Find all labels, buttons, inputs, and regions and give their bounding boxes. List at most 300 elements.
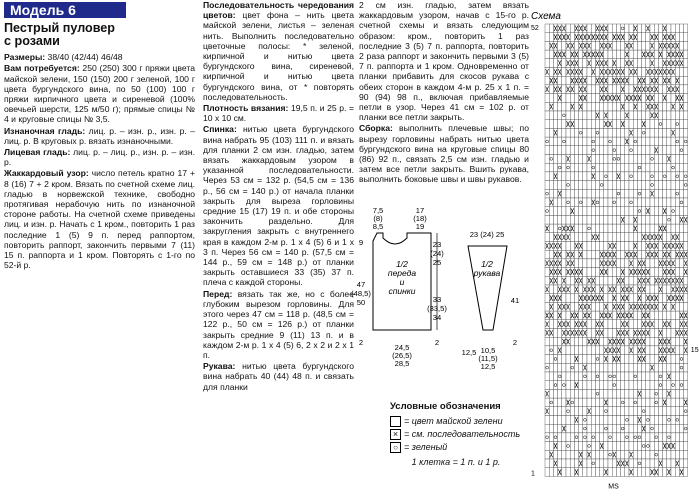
chart-cell xyxy=(629,120,633,129)
chart-cell xyxy=(549,424,553,433)
chart-cell xyxy=(579,207,583,216)
chart-cell xyxy=(595,94,599,103)
model-badge: Модель 6 xyxy=(4,2,126,18)
chart-cell xyxy=(650,120,654,129)
chart-cell xyxy=(545,76,549,85)
chart-cell xyxy=(583,155,587,164)
chart-cell xyxy=(583,381,587,390)
chart-cell xyxy=(587,424,591,433)
chart-cell xyxy=(629,207,633,216)
row-label-top: 52 xyxy=(531,25,539,32)
chart-cell xyxy=(679,233,683,242)
chart-cell xyxy=(566,450,570,459)
chart-cell xyxy=(667,207,671,216)
chart-cell xyxy=(684,433,688,442)
chart-cell xyxy=(583,224,587,233)
chart-cell xyxy=(646,372,650,381)
chart-cell xyxy=(545,111,549,120)
chart-cell xyxy=(629,137,633,146)
chart-cell xyxy=(583,59,587,68)
chart-cell xyxy=(583,111,587,120)
chart-cell xyxy=(549,128,553,137)
chart-cell xyxy=(570,146,574,155)
chart-cell xyxy=(604,442,608,451)
chart-cell xyxy=(675,355,679,364)
chart-cell xyxy=(558,442,562,451)
dim-body-right1: (24) xyxy=(430,249,444,258)
dim-sleeve-side: 12,5 xyxy=(461,348,477,357)
chart-cell xyxy=(570,233,574,242)
pattern-drawings xyxy=(351,205,527,375)
chart-cell xyxy=(604,146,608,155)
chart-cell xyxy=(553,407,557,416)
chart-cell xyxy=(579,372,583,381)
chart-cell xyxy=(604,50,608,59)
chart-cell xyxy=(654,207,658,216)
chart-cell xyxy=(684,24,688,33)
body-label: переда xyxy=(387,268,417,278)
chart-cell xyxy=(604,294,608,303)
chart-cell xyxy=(671,250,675,259)
chart-cell xyxy=(545,33,549,42)
chart-cell xyxy=(684,59,688,68)
chart-cell xyxy=(679,372,683,381)
sleeve-label: 1/2 xyxy=(481,259,493,269)
chart-cell xyxy=(595,189,599,198)
chart-cell xyxy=(650,224,654,233)
chart-cell xyxy=(553,398,557,407)
chart-cell xyxy=(667,407,671,416)
chart-cell xyxy=(612,407,616,416)
chart-cell xyxy=(558,41,562,50)
chart-cell xyxy=(642,24,646,33)
chart-cell xyxy=(684,102,688,111)
chart-cell xyxy=(679,24,683,33)
chart-cell xyxy=(663,137,667,146)
chart-cell xyxy=(608,329,612,338)
chart-cell xyxy=(671,407,675,416)
chart-cell xyxy=(566,215,570,224)
dim-sleeve-hem: 2 xyxy=(512,338,518,347)
chart-cell xyxy=(621,224,625,233)
row-label-bottom: 1 xyxy=(531,470,535,478)
chart-cell xyxy=(621,346,625,355)
chart-cell xyxy=(591,215,595,224)
chart-cell xyxy=(587,389,591,398)
chart-cell xyxy=(629,381,633,390)
chart-cell xyxy=(684,242,688,251)
chart-cell xyxy=(600,363,604,372)
chart-cell xyxy=(650,311,654,320)
chart-cell xyxy=(591,389,595,398)
chart-cell xyxy=(621,372,625,381)
chart-cell xyxy=(553,389,557,398)
chart-cell xyxy=(604,381,608,390)
chart-cell xyxy=(595,268,599,277)
chart-cell xyxy=(566,424,570,433)
chart-cell xyxy=(600,120,604,129)
chart-cell xyxy=(658,85,662,94)
chart-cell xyxy=(558,363,562,372)
chart-cell xyxy=(650,207,654,216)
chart-cell xyxy=(562,181,566,190)
chart-cell xyxy=(545,355,549,364)
chart-cell xyxy=(595,137,599,146)
chart-cell xyxy=(658,242,662,251)
chart-cell xyxy=(667,189,671,198)
chart-cell xyxy=(616,215,620,224)
chart-cell xyxy=(570,433,574,442)
chart-cell xyxy=(625,146,629,155)
chart-cell xyxy=(679,68,683,77)
chart-cell xyxy=(595,276,599,285)
chart-cell xyxy=(616,468,620,477)
chart-cell xyxy=(595,155,599,164)
dim-sleeve-bottom: 10,5 xyxy=(480,346,496,355)
chart-cell xyxy=(562,146,566,155)
chart-cell xyxy=(562,172,566,181)
chart-cell xyxy=(574,459,578,468)
chart-cell xyxy=(600,198,604,207)
chart-cell xyxy=(625,85,629,94)
chart-cell xyxy=(595,459,599,468)
chart-cell xyxy=(642,224,646,233)
chart-cell xyxy=(579,424,583,433)
chart-cell xyxy=(621,111,625,120)
chart-cell xyxy=(642,250,646,259)
chart-cell xyxy=(558,329,562,338)
chart-cell xyxy=(600,416,604,425)
chart-cell xyxy=(658,137,662,146)
chart-cell xyxy=(637,372,641,381)
chart-cell xyxy=(553,363,557,372)
chart-cell xyxy=(574,442,578,451)
chart-cell xyxy=(633,120,637,129)
chart-cell xyxy=(671,372,675,381)
chart-cell xyxy=(658,33,662,42)
chart-cell xyxy=(558,398,562,407)
chart-cell xyxy=(654,424,658,433)
chart-cell xyxy=(642,111,646,120)
chart-cell xyxy=(654,137,658,146)
chart-cell xyxy=(587,181,591,190)
chart-cell xyxy=(667,381,671,390)
chart-cell xyxy=(637,172,641,181)
chart-cell xyxy=(587,459,591,468)
chart-cell xyxy=(562,416,566,425)
chart-cell xyxy=(658,94,662,103)
chart-cell xyxy=(633,155,637,164)
chart-cell xyxy=(600,128,604,137)
chart-cell xyxy=(658,320,662,329)
chart-cell xyxy=(629,111,633,120)
chart-cell xyxy=(646,398,650,407)
chart-cell xyxy=(637,128,641,137)
chart-cell xyxy=(570,416,574,425)
sleeve-label: рукава xyxy=(473,268,501,278)
chart-cell xyxy=(587,355,591,364)
chart-cell xyxy=(675,181,679,190)
chart-cell xyxy=(621,233,625,242)
chart-cell xyxy=(604,363,608,372)
chart-cell xyxy=(570,302,574,311)
chart-cell xyxy=(587,398,591,407)
chart-cell xyxy=(663,433,667,442)
chart-cell xyxy=(616,146,620,155)
chart-cell xyxy=(679,128,683,137)
chart-cell xyxy=(562,207,566,216)
chart-cell xyxy=(633,381,637,390)
chart-cell xyxy=(600,407,604,416)
chart-cell xyxy=(633,172,637,181)
chart-cell xyxy=(558,337,562,346)
chart-cell xyxy=(667,198,671,207)
chart-cell xyxy=(654,268,658,277)
chart-cell xyxy=(679,189,683,198)
chart-cell xyxy=(629,215,633,224)
chart-cell xyxy=(663,163,667,172)
chart-cell xyxy=(566,346,570,355)
chart-cell xyxy=(633,163,637,172)
chart-cell xyxy=(663,381,667,390)
chart-cell xyxy=(654,198,658,207)
chart-cell xyxy=(570,137,574,146)
chart-cell xyxy=(654,59,658,68)
chart-cell xyxy=(642,207,646,216)
page-title: Пестрый пуловер с розами xyxy=(4,21,115,49)
chart-cell xyxy=(587,76,591,85)
chart-cell xyxy=(642,468,646,477)
chart-cell xyxy=(545,381,549,390)
chart-cell xyxy=(654,372,658,381)
chart-cell xyxy=(637,59,641,68)
chart-cell xyxy=(650,24,654,33)
chart-cell xyxy=(579,398,583,407)
chart-cell xyxy=(658,363,662,372)
chart-cell xyxy=(553,111,557,120)
chart-cell xyxy=(633,450,637,459)
chart-cell xyxy=(663,468,667,477)
chart-cell xyxy=(663,363,667,372)
chart-cell xyxy=(667,355,671,364)
chart-cell xyxy=(587,320,591,329)
chart-cell xyxy=(612,128,616,137)
chart-cell xyxy=(625,181,629,190)
chart-cell xyxy=(633,407,637,416)
chart-cell xyxy=(654,329,658,338)
chart-cell xyxy=(671,363,675,372)
chart-cell xyxy=(650,198,654,207)
chart-cell xyxy=(604,389,608,398)
chart-cell xyxy=(595,102,599,111)
chart-cell xyxy=(562,215,566,224)
chart-cell xyxy=(637,424,641,433)
chart-cell xyxy=(591,250,595,259)
chart-cell xyxy=(549,33,553,42)
chart-cell xyxy=(646,120,650,129)
chart-cell xyxy=(642,363,646,372)
chart-cell xyxy=(621,433,625,442)
chart-cell xyxy=(663,416,667,425)
chart-cell xyxy=(642,381,646,390)
chart-cell xyxy=(583,68,587,77)
chart-cell xyxy=(684,94,688,103)
chart-cell xyxy=(591,320,595,329)
chart-cell xyxy=(604,416,608,425)
chart-cell xyxy=(621,468,625,477)
chart-cell xyxy=(562,163,566,172)
chart-cell xyxy=(558,407,562,416)
chart-cell xyxy=(604,233,608,242)
chart-cell xyxy=(679,337,683,346)
chart-cell xyxy=(633,207,637,216)
chart-cell xyxy=(574,389,578,398)
chart-cell xyxy=(654,50,658,59)
chart-cell xyxy=(654,346,658,355)
chart-cell xyxy=(650,215,654,224)
chart-cell xyxy=(654,41,658,50)
chart-cell xyxy=(579,59,583,68)
chart-cell xyxy=(579,189,583,198)
chart-cell xyxy=(549,59,553,68)
chart-cell xyxy=(570,181,574,190)
chart-cell xyxy=(587,85,591,94)
dim-neck: 9 xyxy=(358,238,364,247)
chart-cell xyxy=(549,407,553,416)
chart-cell xyxy=(604,181,608,190)
chart-cell xyxy=(675,259,679,268)
chart-cell xyxy=(621,198,625,207)
body-label: спинки xyxy=(388,286,416,296)
chart-cell xyxy=(574,424,578,433)
chart-cell xyxy=(612,224,616,233)
chart-cell xyxy=(595,215,599,224)
chart-cell xyxy=(633,259,637,268)
chart-cell xyxy=(595,311,599,320)
chart-cell xyxy=(583,259,587,268)
chart-cell xyxy=(608,172,612,181)
chart-cell xyxy=(642,68,646,77)
chart-cell xyxy=(608,24,612,33)
chart-cell xyxy=(650,381,654,390)
chart-cell xyxy=(679,111,683,120)
chart-cell xyxy=(658,416,662,425)
chart-cell xyxy=(629,24,633,33)
chart-cell xyxy=(608,224,612,233)
chart-cell xyxy=(616,285,620,294)
chart-cell xyxy=(667,94,671,103)
chart-cell xyxy=(616,407,620,416)
chart-cell xyxy=(612,459,616,468)
chart-cell xyxy=(553,346,557,355)
chart-cell xyxy=(663,459,667,468)
chart-cell xyxy=(545,24,549,33)
chart-cell xyxy=(675,215,679,224)
chart-cell xyxy=(595,363,599,372)
chart-cell xyxy=(625,337,629,346)
chart-cell xyxy=(658,189,662,198)
chart-cell xyxy=(650,276,654,285)
chart-cell xyxy=(671,424,675,433)
chart-cell xyxy=(604,459,608,468)
chart-cell xyxy=(595,224,599,233)
chart-cell xyxy=(591,207,595,216)
chart-cell xyxy=(629,459,633,468)
chart-cell xyxy=(566,311,570,320)
chart-cell xyxy=(591,242,595,251)
chart-cell xyxy=(562,363,566,372)
chart-cell xyxy=(633,189,637,198)
chart-cell xyxy=(562,389,566,398)
legend-item-3: ○ = зеленый xyxy=(390,441,522,454)
chart-cell xyxy=(612,329,616,338)
chart-cell xyxy=(633,111,637,120)
chart-cell xyxy=(549,363,553,372)
chart-cell xyxy=(612,189,616,198)
chart-cell xyxy=(595,85,599,94)
dim-sleeve-bottom: (11,5) xyxy=(478,354,498,363)
chart-cell xyxy=(616,128,620,137)
chart-cell xyxy=(616,250,620,259)
chart-cell xyxy=(650,285,654,294)
chart-cell xyxy=(671,215,675,224)
chart-cell xyxy=(612,276,616,285)
chart-cell xyxy=(646,407,650,416)
chart-cell xyxy=(579,346,583,355)
chart-cell xyxy=(600,468,604,477)
chart-cell xyxy=(654,155,658,164)
chart-cell xyxy=(684,146,688,155)
chart-cell xyxy=(642,198,646,207)
chart-cell xyxy=(566,416,570,425)
chart-cell xyxy=(562,41,566,50)
chart-cell xyxy=(595,163,599,172)
chart-cell xyxy=(583,459,587,468)
chart-cell xyxy=(549,372,553,381)
chart-cell xyxy=(625,242,629,251)
chart-cell xyxy=(600,381,604,390)
chart-cell xyxy=(621,155,625,164)
chart-cell xyxy=(612,41,616,50)
chart-cell xyxy=(625,68,629,77)
chart-cell xyxy=(612,102,616,111)
chart-cell xyxy=(637,215,641,224)
chart-cell xyxy=(583,407,587,416)
chart-cell xyxy=(650,372,654,381)
chart-cell xyxy=(587,163,591,172)
chart-cell xyxy=(562,407,566,416)
knitting-chart xyxy=(527,8,697,498)
chart-cell xyxy=(558,172,562,181)
chart-cell xyxy=(629,424,633,433)
chart-cell xyxy=(574,294,578,303)
chart-cell xyxy=(570,442,574,451)
chart-cell xyxy=(604,207,608,216)
col2-paragraph: Плотность вязания: 19,5 п. и 25 р. = 10 х 10 см. xyxy=(203,103,354,124)
chart-cell xyxy=(663,85,667,94)
chart-cell xyxy=(663,155,667,164)
chart-cell xyxy=(583,102,587,111)
chart-cell xyxy=(549,163,553,172)
chart-cell xyxy=(675,337,679,346)
chart-cell xyxy=(574,41,578,50)
chart-cell xyxy=(684,363,688,372)
chart-cell xyxy=(583,442,587,451)
chart-cell xyxy=(671,398,675,407)
chart-cell xyxy=(646,76,650,85)
chart-cell xyxy=(625,207,629,216)
chart-cell xyxy=(629,163,633,172)
